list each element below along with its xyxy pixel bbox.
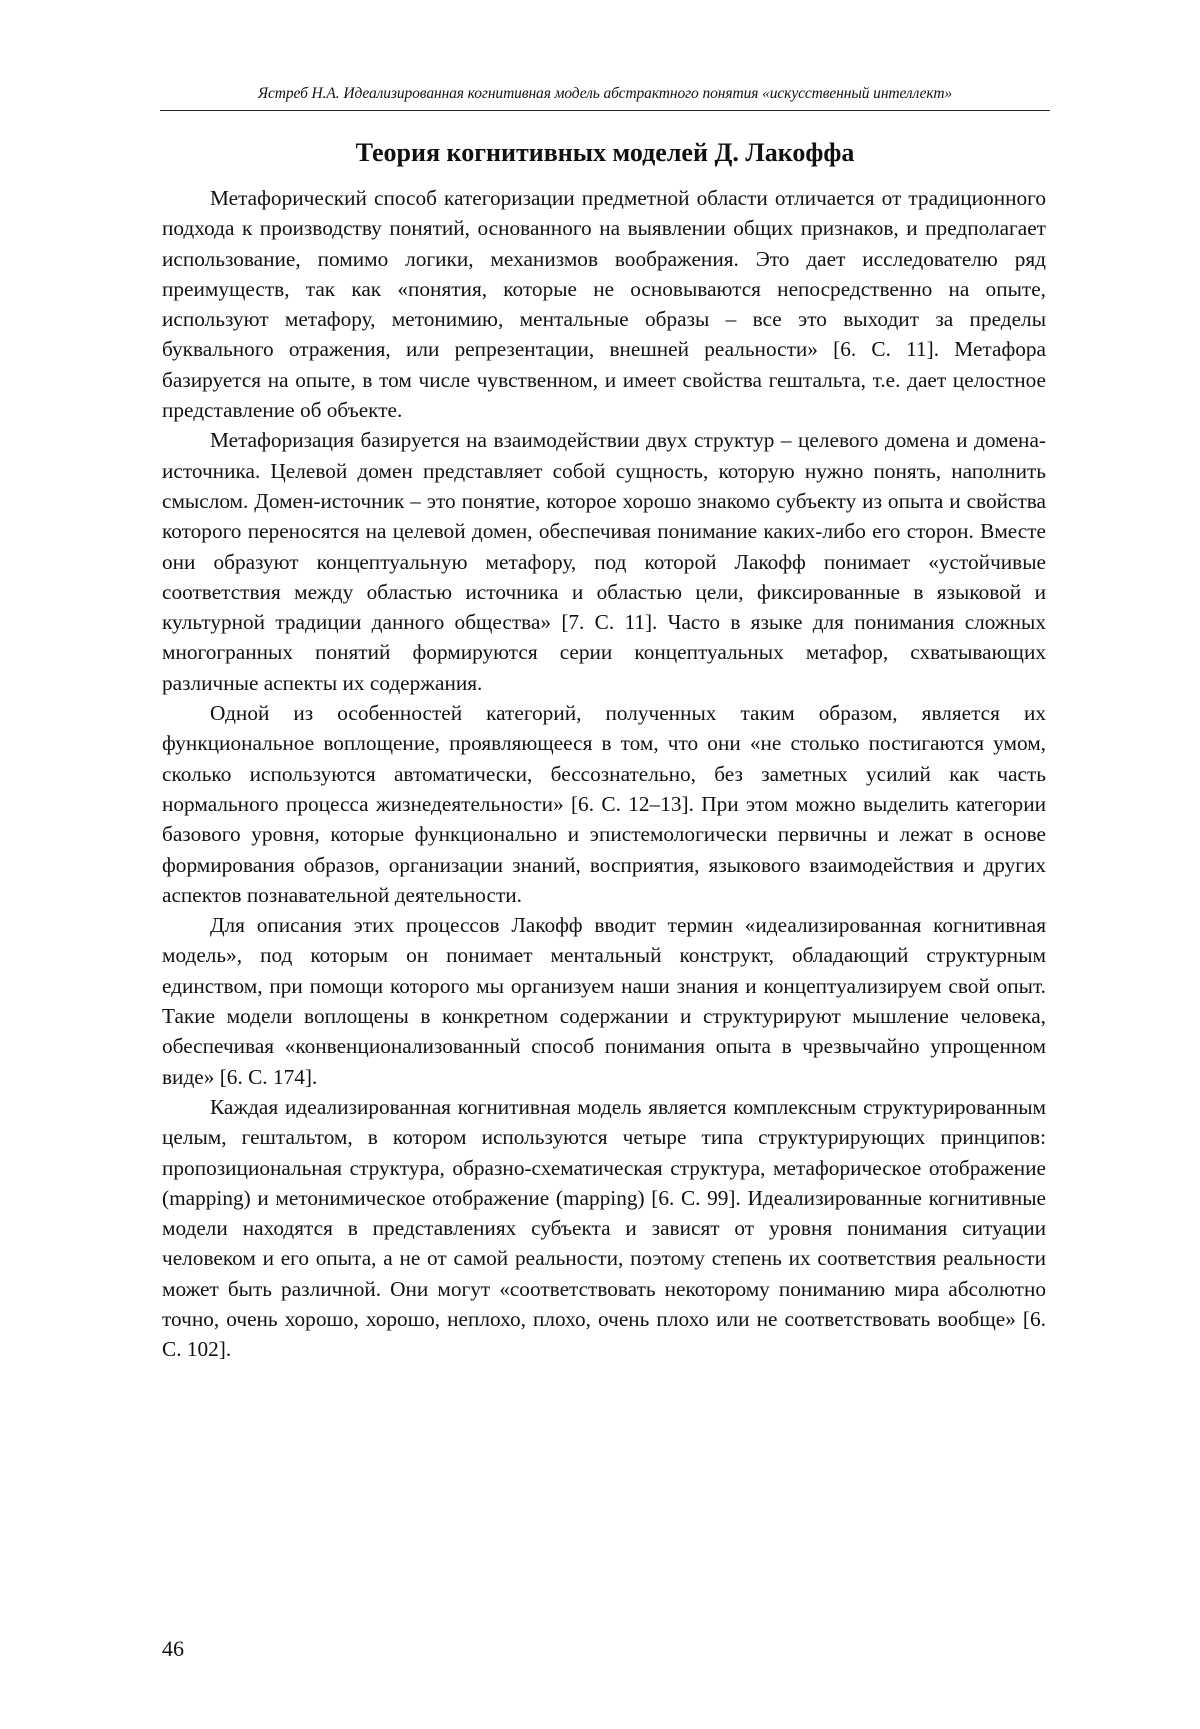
header-rule [160, 110, 1050, 111]
paragraph-functional-embodiment: Одной из особенностей категорий, полученных таким образом, является их функциональное воплощение, проявляющееся в том, что они «не столько постигаются умом, сколько используются автоматически, бессознательно, без заметных усилий как часть нормального процесса жизнедеятельности» [6. С. 12–13]. При этом можно выделить категории базового уровня, которые функционально и эпистемологически первичны и лежат в основе формирования образов, организации знаний, восприятия, языкового взаимодействия и других аспектов познавательной деятельности. [162, 701, 1046, 907]
page-number: 46 [162, 1636, 184, 1661]
paragraph-structuring-principles: Каждая идеализированная когнитивная модель является комплексным структурированным целым, гештальтом, в котором используются четыре типа структурирующих принципов: пропозициональная структура, образно-схематическая структура, метафорическое отображение (mapping) и метонимическое отображение (mapping) [6. С. 99]. Идеализированные когнитивные модели находятся в представлениях субъекта и зависят от уровня понимания ситуации человеком и его опыта, а не от самой реальности, поэтому степень их соответствия реальности может быть различной. Они могут «соответствовать некоторому пониманию мира абсолютно точно, очень хорошо, хорошо, неплохо, плохо, очень плохо или не соответствовать вообще» [6. С. 102]. [162, 1094, 1046, 1362]
section-title: Теория когнитивных моделей Д. Лакоффа [355, 138, 855, 167]
article-body [162, 183, 1046, 1365]
paragraph-metaphorical-categorization: Метафорический способ категоризации предметной области отличается от традиционного подхода к производству понятий, основанного на выявлении общих признаков, и предполагает использование, помимо логики, механизмов воображения. Это дает исследователю ряд преимуществ, так как «понятия, которые не основываются непосредственно на опыте, используют метафору, метонимию, ментальные образы – все это выходит за пределы буквального отражения, или репрезентации, внешней реальности» [6. С. 11]. Метафора базируется на опыте, в том числе чувственном, и имеет свойства гештальта, т.е. дает целостное представление об объекте. [162, 186, 1046, 423]
running-header: Ястреб Н.А. Идеализированная когнитивная модель абстрактного понятия «искусственный интеллект» [257, 85, 953, 102]
paragraph-metaphorization-domains: Метафоризация базируется на взаимодействии двух структур – целевого домена и домена-источника. Целевой домен представляет собой сущность, которую нужно понять, наполнить смыслом. Домен-источник – это понятие, которое хорошо знакомо субъекту из опыта и свойства которого переносятся на целевой домен, обеспечивая понимание каких-либо его сторон. Вместе они образуют концептуальную метафору, под которой Лакофф понимает «устойчивые соответствия между областью источника и областью цели, фиксированные в языковой и культурной традиции данного общества» [7. С. 11]. Часто в языке для понимания сложных многогранных понятий формируются серии концептуальных метафор, схватывающих различные аспекты их содержания. [162, 428, 1046, 695]
paragraph-idealized-cognitive-model: Для описания этих процессов Лакофф вводит термин «идеализированная когнитивная модель», под которым он понимает ментальный конструкт, обладающий структурным единством, при помощи которого мы организуем наши знания и концептуализируем свой опыт. Такие модели воплощены в конкретном содержании и структурируют мышление человека, обеспечивая «конвенционализованный способ понимания опыта в чрезвычайно упрощенном виде» [6. С. 174]. [162, 913, 1046, 1089]
